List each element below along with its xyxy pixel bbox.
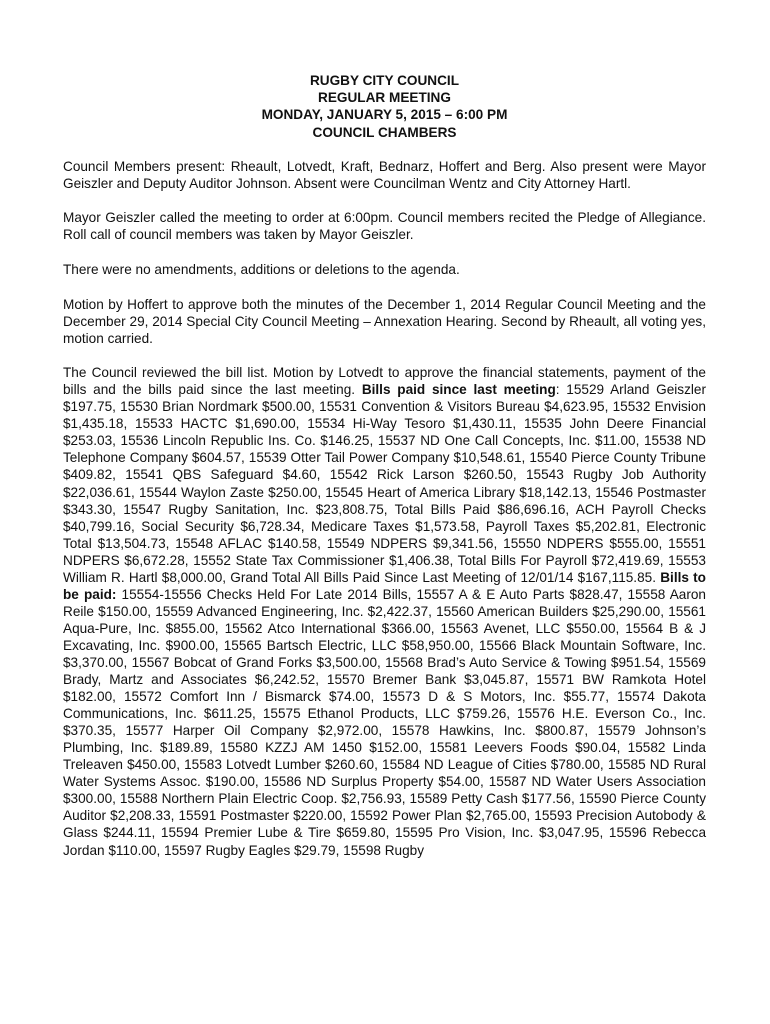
meeting-date: MONDAY, JANUARY 5, 2015 – 6:00 PM [261, 107, 508, 123]
minutes-motion-paragraph: Motion by Hoffert to approve both the minutes of the December 1, 2014 Regular Council Meeting and the December 29, 2014 Special City Council Meeting – Annexation Hearing. Second by Rheault, all voting yes, motion carried. [63, 296, 706, 346]
attendance-paragraph: Council Members present: Rheault, Lotvedt, Kraft, Bednarz, Hoffert and Berg. Also present were Mayor Geiszler and Deputy Auditor Johnson. Absent were Councilman Wentz and City Attorney Hartl. [63, 158, 706, 191]
bills-paragraph [63, 364, 706, 858]
agenda-paragraph: There were no amendments, additions or deletions to the agenda. [63, 262, 460, 277]
bills-paid-label: Bills paid since last meeting [361, 382, 556, 398]
document-page [63, 72, 706, 876]
meeting-type: REGULAR MEETING [318, 90, 451, 106]
meeting-header [63, 72, 706, 141]
council-name: RUGBY CITY COUNCIL [309, 73, 460, 88]
meeting-location: COUNCIL CHAMBERS [312, 124, 457, 140]
bills-paid-list: : 15529 Arland Geiszler $197.75, 15530 Brian Nordmark $500.00, 15531 Convention & Visitors Bureau $4,623.95, 15532 Envision $1,435.18, 15533 HACTC $1,690.00, 15534 Hi-Way Tesoro $1,430.11, 15535 John Deere Financial $253.03, 15536 Lincoln Republic Ins. Co. $146.25, 15537 ND One Call Concepts, Inc. $11.00, 15538 ND Telephone Company $604.57, 15539 Otter Tail Power Company $10,548.61, 15540 Pierce County Tribune $409.82, 15541 QBS Safeguard $4.60, 15542 Rick Larson $260.50, 15543 Rugby Job Authority $22,036.61, 15544 Waylon Zaste $250.00, 15545 Heart of America Library $18,142.13, 15546 Postmaster $343.30, 15547 Rugby Sanitation, Inc. $23,808.75, Total Bills Paid $86,696.16, ACH Payroll Checks $40,799.16, Social Security $6,728.34, Medicare Taxes $1,573.58, Payroll Taxes $5,202.81, Electronic Total $13,504.73, 15548 AFLAC $140.58, 15549 NDPERS $9,341.56, 15550 NDPERS $555.00, 15551 NDPERS $6,672.28, 15552 State Tax Commissioner $1,406.38, Total Bills For Payroll $72,419.69, 15553 William R. Hartl $8,000.00, Grand Total All Bills Paid Since Last Meeting of 12/01/14 $167,115.85. [63, 382, 707, 585]
bills-intro-text: The Council reviewed the bill list. Motion by Lotvedt to approve the financial statements, payment of the bills and the bills paid since the last meeting. [63, 365, 706, 398]
call-to-order-paragraph: Mayor Geiszler called the meeting to order at 6:00pm. Council members recited the Pledge of Allegiance. Roll call of council members was taken by Mayor Geiszler. [63, 210, 706, 243]
bills-to-be-paid-label: Bills to be paid: [63, 569, 706, 602]
bills-to-be-paid-list: 15554-15556 Checks Held For Late 2014 Bills, 15557 A & E Auto Parts $828.47, 15558 Aaron Reile $150.00, 15559 Advanced Engineering, Inc. $2,422.37, 15560 American Builders $25,290.00, 15561 Aqua-Pure, Inc. $855.00, 15562 Atco International $366.00, 15563 Avenet, LLC $550.00, 15564 B & J Excavating, Inc. $900.00, 15565 Bartsch Electric, LLC $58,950.00, 15566 Black Mountain Software, Inc. $3,370.00, 15567 Bobcat of Grand Forks $3,500.00, 15568 Brad’s Auto Service & Towing $951.54, 15569 Brady, Martz and Associates $6,242.52, 15570 Bremer Bank $3,045.87, 15571 BW Ramkota Hotel $182.00, 15572 Comfort Inn / Bismarck $74.00, 15573 D & S Motors, Inc. $55.77, 15574 Dakota Communications, Inc. $611.25, 15575 Ethanol Products, LLC $759.26, 15576 H.E. Everson Co., Inc. $370.35, 15577 Harper Oil Company $2,972.00, 15578 Hawkins, Inc. $800.87, 15579 Johnson’s Plumbing, Inc. $189.89, 15580 KZZJ AM 1450 $152.00, 15581 Leevers Foods $90.04, 15582 Linda Treleaven $450.00, 15583 Lotvedt Lumber $260.60, 15584 ND League of Cities $780.00, 15585 ND Rural Water Systems Assoc. $190.00, 15586 ND Surplus Property $54.00, 15587 ND Water Users Association $300.00, 15588 Northern Plain Electric Coop. $2,756.93, 15589 Petty Cash $177.56, 15590 Pierce County Auditor $2,208.33, 15591 Postmaster $220.00, 15592 Power Plan $2,765.00, 15593 Precision Autobody & Glass $244.11, 15594 Premier Lube & Tire $659.80, 15595 Pro Vision, Inc. $3,047.95, 15596 Rebecca Jordan $110.00, 15597 Rugby Eagles $29.79, 15598 Rugby [63, 586, 706, 858]
